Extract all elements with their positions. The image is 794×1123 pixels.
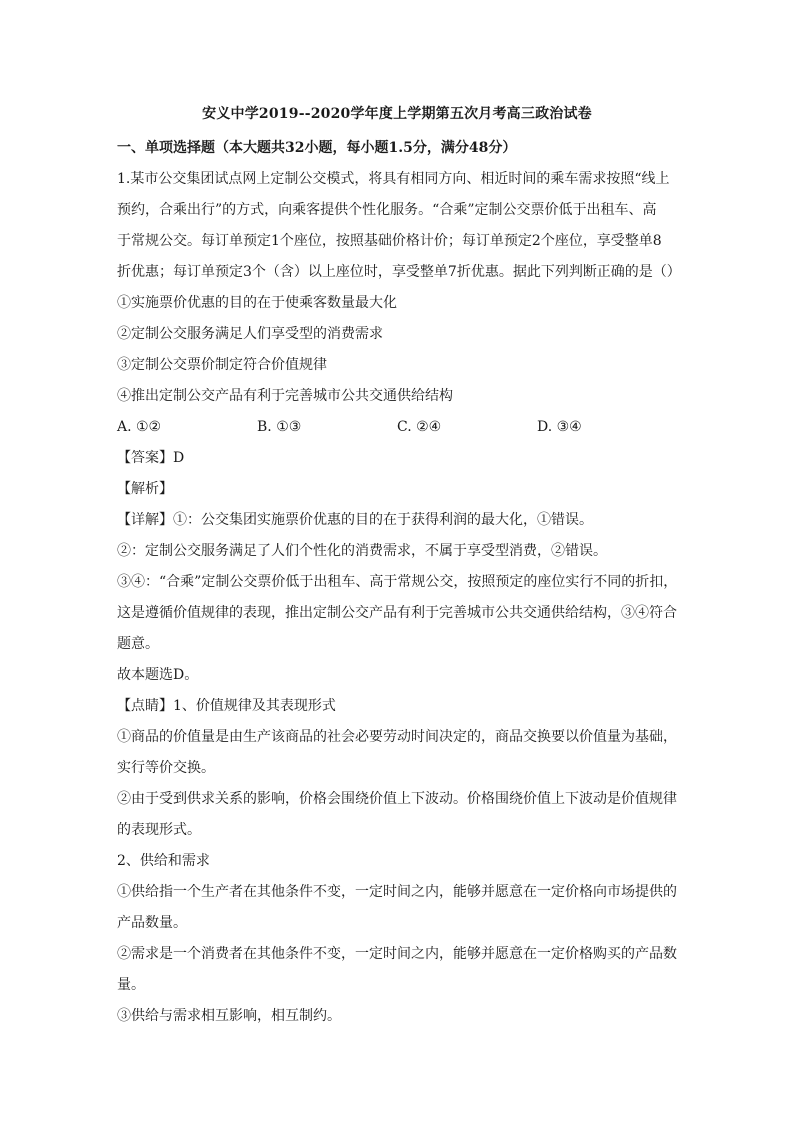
tips-line: 2、供给和需求 <box>117 853 210 869</box>
detail-line: ③④：“合乘”定制公交票价低于出租车、高于常规公交，按照预定的座位实行不同的折扣， <box>117 574 678 590</box>
option-c: C. ②④ <box>397 419 442 435</box>
statement-4: ④推出定制公交产品有利于完善城市公共交通供给结构 <box>117 388 453 404</box>
detail-line: 【详解】①：公交集团实施票价优惠的目的在于获得利润的最大化，①错误。 <box>117 512 593 528</box>
question-statements <box>117 288 677 412</box>
statement-2: ②定制公交服务满足人们享受型的消费需求 <box>117 326 383 342</box>
tips-line: ①供给指一个生产者在其他条件不变，一定时间之内，能够并愿意在一定价格向市场提供的 <box>117 884 677 900</box>
question-line: 1.某市公交集团试点网上定制公交模式，将具有相同方向、相近时间的乘车需求按照“线上 <box>117 171 670 187</box>
tips-line: ②需求是一个消费者在其他条件不变，一定时间之内，能够并愿意在一定价格购买的产品数 <box>117 946 677 962</box>
tips-line: ①商品的价值量是由生产该商品的社会必要劳动时间决定的，商品交换要以价值量为基础， <box>117 729 677 745</box>
tips-line: 产品数量。 <box>117 915 187 931</box>
tips-line: 实行等价交换。 <box>117 760 215 776</box>
question-stem <box>117 164 681 288</box>
detail-line: ②：定制公交服务满足了人们个性化的消费需求，不属于享受型消费，②错误。 <box>117 543 607 559</box>
tips-line: 的表现形式。 <box>117 822 201 838</box>
document-body <box>117 133 681 1032</box>
answer-line: 【答案】D <box>117 450 185 466</box>
option-a: A. ①② <box>117 419 162 435</box>
section-heading: 一、单项选择题（本大题共32小题，每小题1.5分，满分48分） <box>117 140 517 156</box>
statement-3: ③定制公交票价制定符合价值规律 <box>117 357 327 373</box>
detail-section <box>117 505 677 691</box>
detail-line: 这是遵循价值规律的表现，推出定制公交产品有利于完善城市公共交通供给结构，③④符合 <box>117 605 677 621</box>
tips-section <box>117 691 677 1032</box>
document-title: 安义中学2019--2020学年度上学期第五次月考高三政治试卷 <box>202 106 592 122</box>
analysis-label: 【解析】 <box>117 481 173 497</box>
detail-line: 故本题选D。 <box>117 667 199 683</box>
question-line: 于常规公交。每订单预定1个座位，按照基础价格计价；每订单预定2个座位，享受整单8 <box>117 233 662 249</box>
answer-options <box>117 412 677 443</box>
statement-1: ①实施票价优惠的目的在于使乘客数量最大化 <box>117 295 397 311</box>
tips-line: ③供给与需求相互影响，相互制约。 <box>117 1008 341 1024</box>
option-d: D. ③④ <box>537 419 582 435</box>
question-line: 折优惠；每订单预定3个（含）以上座位时，享受整单7折优惠。据此下列判断正确的是（） <box>117 264 681 280</box>
detail-line: 题意。 <box>117 636 159 652</box>
tips-line: 量。 <box>117 977 145 993</box>
question-line: 预约，合乘出行”的方式，向乘客提供个性化服务。“合乘”定制公交票价低于出租车、高 <box>117 202 657 218</box>
option-b: B. ①③ <box>257 419 302 435</box>
tips-line: ②由于受到供求关系的影响，价格会围绕价值上下波动。价格围绕价值上下波动是价值规律 <box>117 791 677 807</box>
tips-line: 【点睛】1、价值规律及其表现形式 <box>117 698 336 714</box>
